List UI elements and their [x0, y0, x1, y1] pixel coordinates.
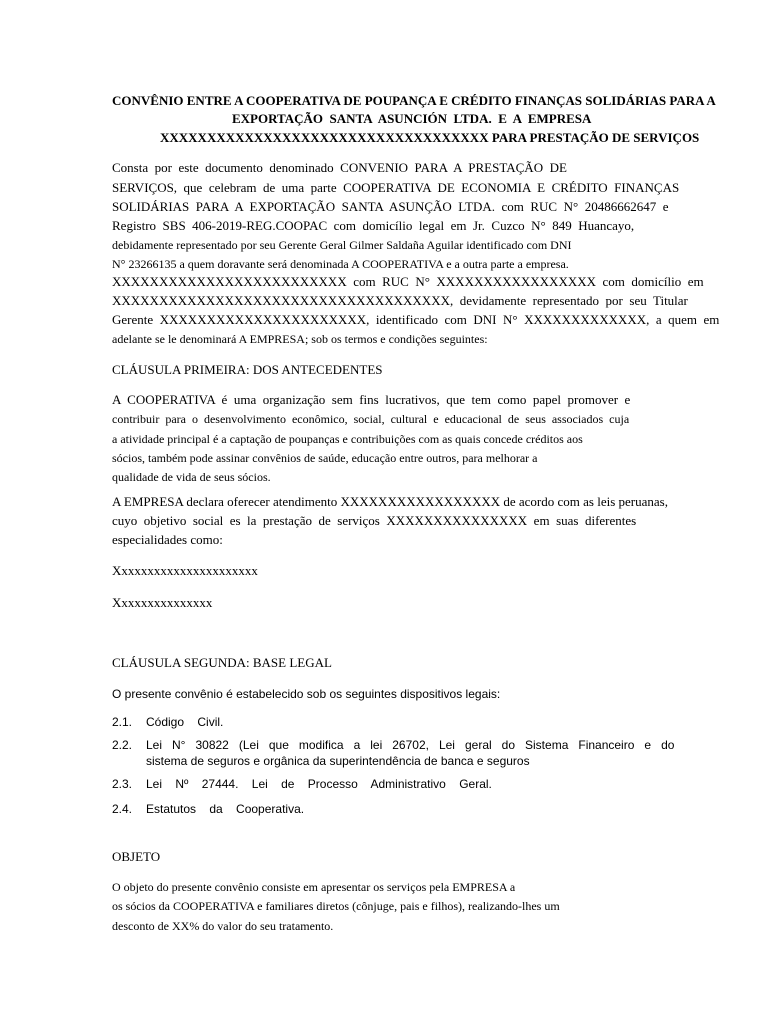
objeto-line: O objeto do presente convênio consiste em apresentar os serviços pela EMPRESA a	[112, 880, 516, 894]
legal-item-number: 2.2.	[112, 738, 133, 752]
clause-1-line: contribuir para o desenvolvimento econômico, social, cultural e educacional de seus associados cuja	[112, 412, 630, 426]
intro-line: Gerente XXXXXXXXXXXXXXXXXXXXXX, identificado com DNI N° XXXXXXXXXXXXX, a quem em	[112, 312, 720, 327]
document-title-line-3: XXXXXXXXXXXXXXXXXXXXXXXXXXXXXXXXXXX PARA PRESTAÇÃO DE SERVIÇOS	[160, 130, 700, 145]
legal-item-text: Estatutos da Cooperativa.	[146, 802, 305, 816]
clause-1-line: especialidades como:	[112, 532, 223, 547]
specialty-item-2: Xxxxxxxxxxxxxxx	[112, 595, 213, 610]
clause-1-heading: CLÁUSULA PRIMEIRA: DOS ANTECEDENTES	[112, 362, 383, 377]
intro-line: N° 23266135 a quem doravante será denominada A COOPERATIVA e a outra parte a empresa.	[112, 257, 569, 271]
legal-item-number: 2.3.	[112, 777, 133, 791]
objeto-line: desconto de XX% do valor do seu tratamento.	[112, 919, 334, 933]
clause-1-line: A EMPRESA declara oferecer atendimento XXXXXXXXXXXXXXXXX de acordo com as leis peruanas,	[112, 494, 668, 509]
document-title-line-1: CONVÊNIO ENTRE A COOPERATIVA DE POUPANÇA E CRÉDITO FINANÇAS SOLIDÁRIAS PARA A	[112, 93, 716, 108]
legal-item-text: Lei N° 30822 (Lei que modifica a lei 26702, Lei geral do Sistema Financeiro e do	[146, 738, 675, 752]
intro-line: XXXXXXXXXXXXXXXXXXXXXXXXXXXXXXXXXXXX, devidamente representado por seu Titular	[112, 293, 688, 308]
clause-1-line: cuyo objetivo social es la prestação de serviços XXXXXXXXXXXXXXX em suas diferentes	[112, 513, 637, 528]
specialty-item-1: Xxxxxxxxxxxxxxxxxxxxxx	[112, 563, 258, 578]
intro-line: Registro SBS 406-2019-REG.COOPAC com domicílio legal em Jr. Cuzco N° 849 Huancayo,	[112, 218, 635, 233]
intro-line: adelante se le denominará A EMPRESA; sob os termos e condições seguintes:	[112, 332, 488, 346]
clause-1-line: qualidade de vida de seus sócios.	[112, 470, 271, 484]
legal-item-text: sistema de seguros e orgânica da superintendência de banca e seguros	[146, 754, 530, 768]
intro-line: debidamente representado por seu Gerente Geral Gilmer Saldaña Aguilar identificado com DNI	[112, 238, 572, 252]
intro-line: XXXXXXXXXXXXXXXXXXXXXXXXX com RUC N° XXXXXXXXXXXXXXXXX com domicílio em	[112, 274, 704, 289]
clause-2-heading: CLÁUSULA SEGUNDA: BASE LEGAL	[112, 655, 332, 670]
objeto-line: os sócios da COOPERATIVA e familiares diretos (cônjuge, pais e filhos), realizando-lhes um	[112, 899, 560, 913]
legal-item-text: Lei Nº 27444. Lei de Processo Administrativo Geral.	[146, 777, 492, 791]
clause-1-line: A COOPERATIVA é uma organização sem fins lucrativos, que tem como papel promover e	[112, 392, 631, 407]
clause-1-line: a atividade principal é a captação de poupanças e contribuições com as quais concede créditos aos	[112, 432, 583, 446]
intro-line: SERVIÇOS, que celebram de uma parte COOPERATIVA DE ECONOMIA E CRÉDITO FINANÇAS	[112, 180, 680, 195]
clause-1-line: sócios, também pode assinar convênios de saúde, educação entre outros, para melhorar a	[112, 451, 538, 465]
intro-line: Consta por este documento denominado CONVENIO PARA A PRESTAÇÃO DE	[112, 160, 567, 175]
objeto-heading: OBJETO	[112, 849, 161, 864]
legal-item-text: Código Civil.	[146, 715, 224, 729]
document-title-line-2: EXPORTAÇÃO SANTA ASUNCIÓN LTDA. E A EMPRESA	[232, 111, 592, 126]
clause-2-intro: O presente convênio é estabelecido sob os seguintes dispositivos legais:	[112, 687, 501, 701]
legal-item-number: 2.1.	[112, 715, 133, 729]
legal-item-number: 2.4.	[112, 802, 133, 816]
intro-line: SOLIDÁRIAS PARA A EXPORTAÇÃO SANTA ASUNÇÃO LTDA. com RUC N° 20486662647 e	[112, 199, 669, 214]
